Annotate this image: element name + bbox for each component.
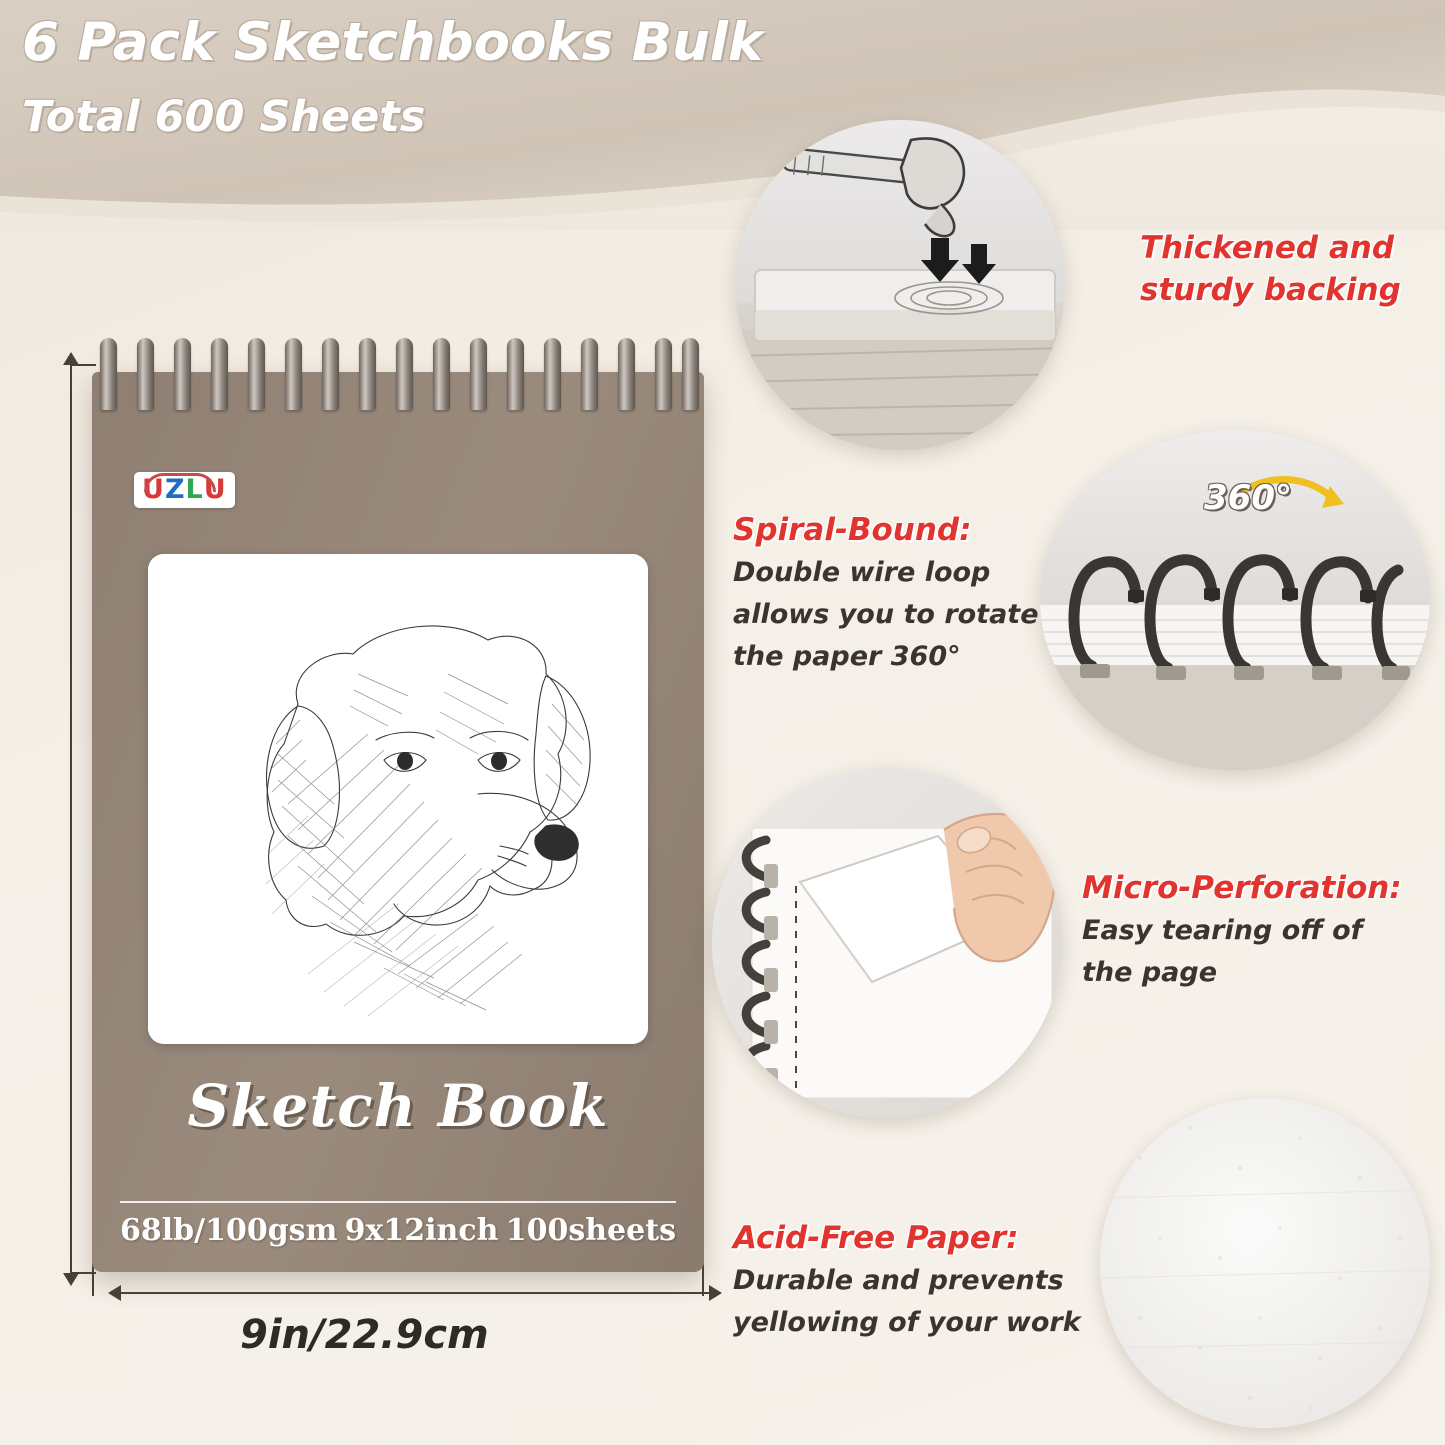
- spec-weight: 68lb/100gsm: [120, 1213, 338, 1248]
- feature-body-acid-free-2: yellowing of your work: [733, 1306, 1081, 1338]
- feature-body-spiral-1: Double wire loop: [733, 556, 991, 588]
- feature-body-perforation-1: Easy tearing off of: [1082, 914, 1363, 946]
- product-image-area: [70, 320, 710, 1358]
- feature-body-spiral-3: the paper 360°: [733, 640, 961, 672]
- feature-body-perforation-2: the page: [1082, 956, 1218, 988]
- feature-body-spiral-2: allows you to rotate: [733, 598, 1039, 630]
- feature-heading-spiral: Spiral-Bound:: [733, 512, 972, 548]
- brand-logo: [134, 472, 235, 508]
- feature-text-spiral-bound: [733, 510, 1053, 677]
- width-dimension-label: 9in/22.9cm: [240, 1312, 489, 1358]
- feature-text-micro-perforation: [1082, 868, 1432, 994]
- logo-letter-u2: U: [203, 474, 227, 505]
- feature-heading-line1: Thickened and: [1140, 230, 1395, 266]
- feature-image-micro-perforation: [712, 768, 1062, 1118]
- banner-subtitle: Total 600 Sheets: [22, 92, 426, 143]
- feature-image-acid-free-paper: [1100, 1098, 1430, 1428]
- logo-arc-icon: [144, 473, 216, 492]
- sketchbook-cover: [92, 372, 704, 1272]
- height-dimension-arrow: [70, 364, 72, 1274]
- feature-heading-line2: sturdy backing: [1140, 271, 1401, 308]
- feature-text-thickened-backing: [1140, 228, 1440, 312]
- cover-artwork: [148, 554, 648, 1044]
- cover-title: Sketch Book: [187, 1072, 609, 1140]
- spec-size: 9x12inch: [344, 1213, 499, 1248]
- banner-title: 6 Pack Sketchbooks Bulk: [22, 12, 764, 73]
- width-dimension-arrow: [120, 1292, 710, 1294]
- feature-heading-acid-free: Acid-Free Paper:: [733, 1220, 1019, 1256]
- spec-sheets: 100sheets: [505, 1213, 676, 1248]
- feature-text-acid-free-paper: [733, 1218, 1083, 1344]
- feature-heading-perforation: Micro-Perforation:: [1082, 870, 1402, 906]
- logo-letter-u1: U: [142, 474, 165, 505]
- feature-body-acid-free-1: Durable and prevents: [733, 1264, 1064, 1296]
- spec-bar: [120, 1201, 676, 1248]
- spiral-binding: [92, 338, 704, 414]
- badge-360: 360°: [1204, 478, 1292, 518]
- feature-image-thickened-backing: [735, 120, 1065, 450]
- logo-letter-l: L: [185, 474, 204, 505]
- logo-letter-z: Z: [164, 474, 186, 505]
- banner-title-block: [22, 14, 763, 142]
